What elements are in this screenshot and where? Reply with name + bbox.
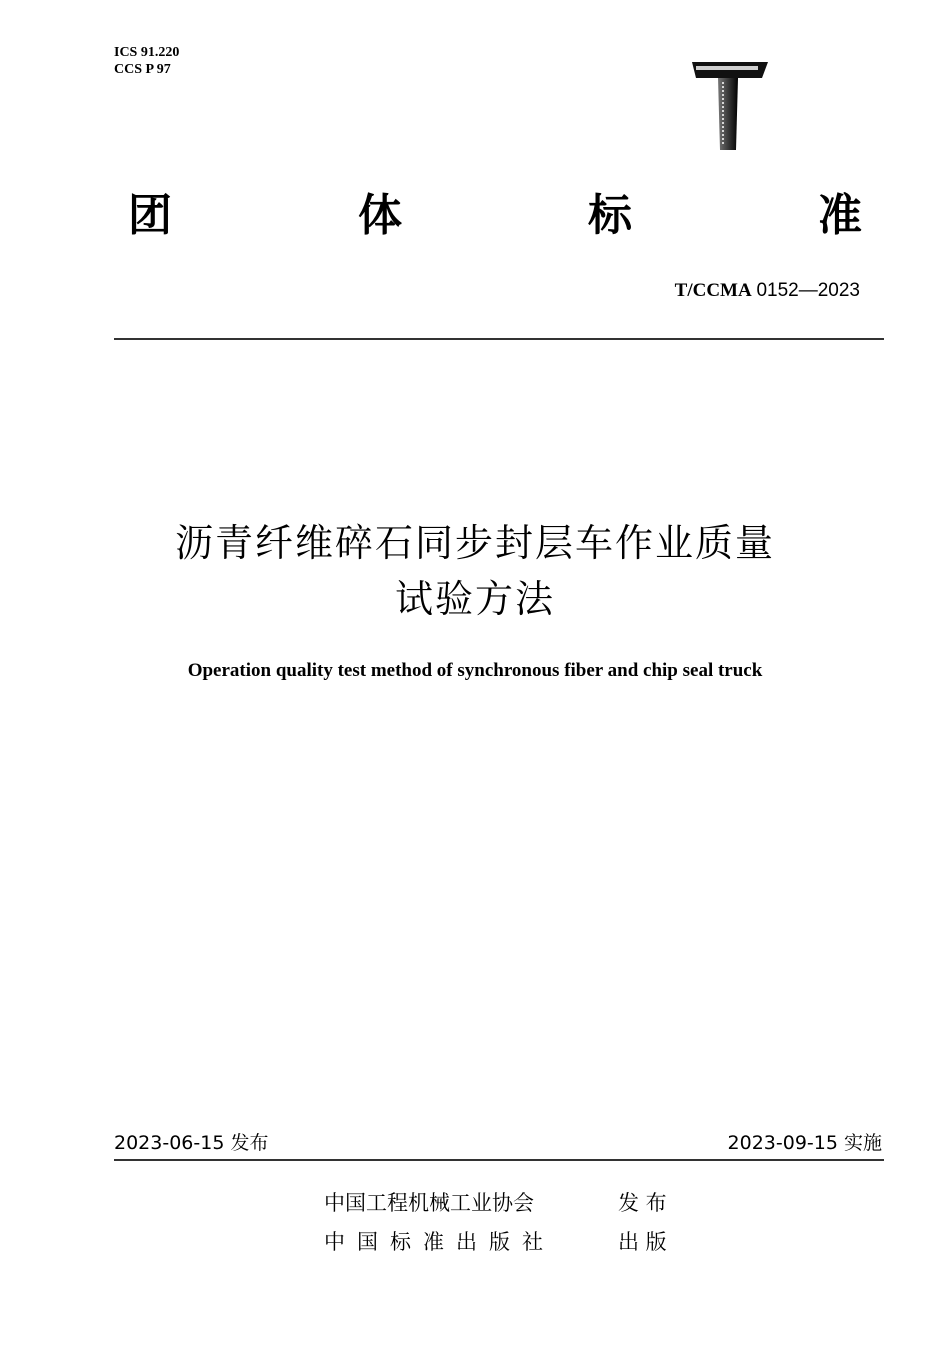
standard-type-char: 团 <box>128 190 172 241</box>
standard-prefix: T/CCMA <box>674 280 752 301</box>
standard-type-char: 标 <box>588 190 632 241</box>
standard-type-char: 准 <box>818 190 862 241</box>
chinese-title-line-2: 试验方法 <box>394 577 555 621</box>
implementation-date: 2023-09-15 实施 <box>727 1132 882 1154</box>
standard-type-heading <box>110 190 890 246</box>
classification-codes <box>114 44 179 78</box>
ics-code: ICS 91.220 <box>114 45 180 60</box>
top-divider <box>114 338 884 340</box>
english-title: Operation quality test method of synchronous fiber and chip seal truck <box>187 660 763 681</box>
standard-type-char: 体 <box>358 190 402 241</box>
press-name: 中国标准出版社 <box>324 1230 555 1254</box>
issue-date: 2023-06-15 发布 <box>114 1132 269 1154</box>
chinese-title-line-1: 沥青纤维碎石同步封层车作业质量 <box>174 521 775 565</box>
standard-code: 0152—2023 <box>756 280 860 301</box>
group-standard-logo <box>690 60 770 152</box>
standard-number <box>675 280 860 302</box>
press-action: 出 版 <box>618 1230 667 1254</box>
bottom-divider <box>114 1159 884 1161</box>
issuer-action: 发 布 <box>618 1191 667 1215</box>
issuer-name: 中国工程机械工业协会 <box>324 1191 534 1215</box>
ccs-code: CCS P 97 <box>114 62 171 77</box>
